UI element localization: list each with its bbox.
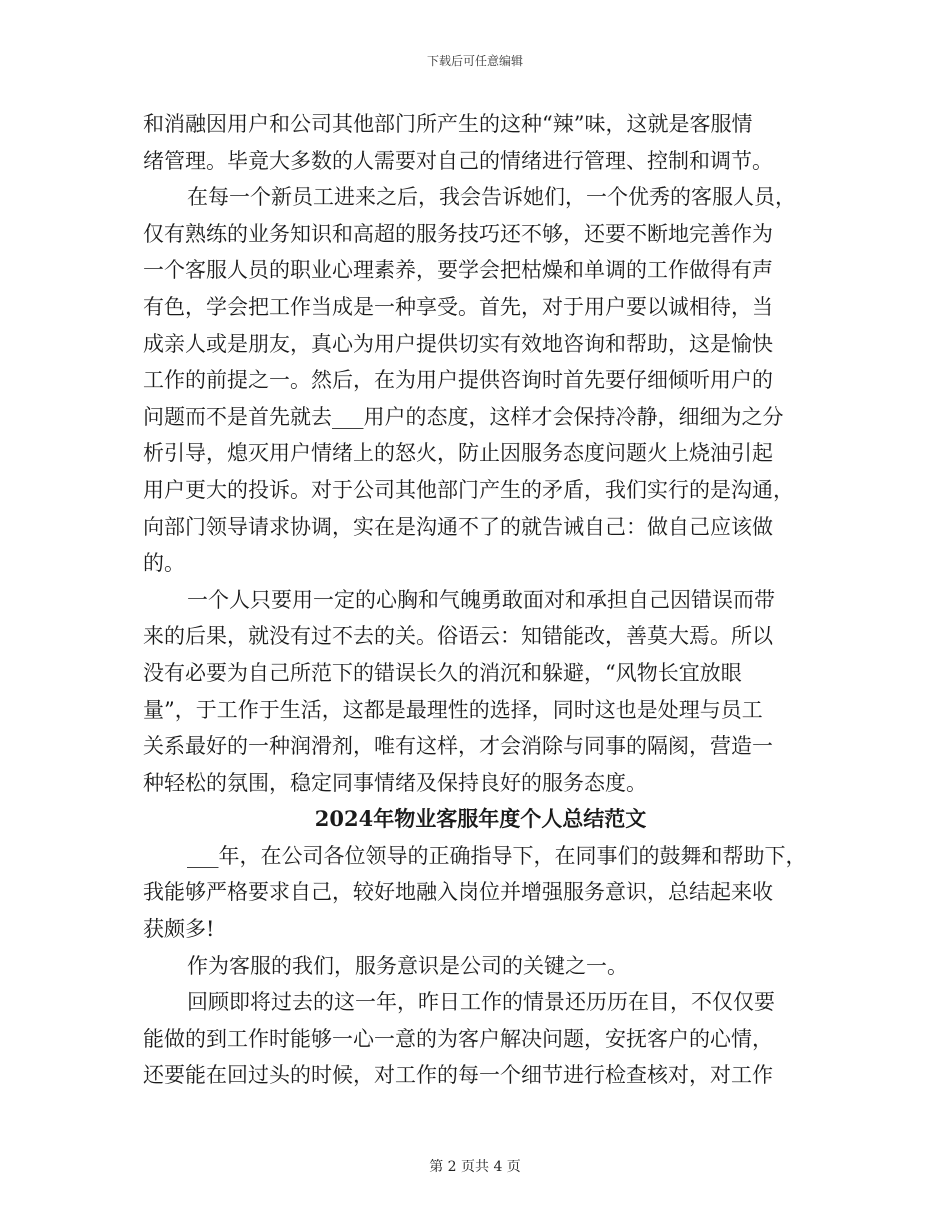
paragraph-start: ___年，在公司各位领导的正确指导下，在同事们的鼓舞和帮助下， [187,843,807,868]
text-line: 析引导，熄灭用户情绪上的怒火，防止因服务态度问题火上烧油引起 [143,441,773,466]
text-line: 能做的到工作时能够一心一意的为客户解决问题，安抚客户的心情， [143,1026,773,1051]
text-line: 种轻松的氛围，稳定同事情绪及保持良好的服务态度。 [143,770,647,795]
text-line: 用户更大的投诉。对于公司其他部门产生的矛盾，我们实行的是沟通， [143,477,794,502]
text-line: 的。 [143,551,185,576]
text-line: 有色，学会把工作当成是一种享受。首先，对于用户要以诚相待，当 [143,294,773,319]
section-title: 2024年物业客服年度个人总结范文 [314,806,647,832]
text-line: 一个客服人员的职业心理素养，要学会把枯燥和单调的工作做得有声 [143,258,773,283]
text-line: 仅有熟练的业务知识和高超的服务技巧还不够，还要不断地完善作为 [143,221,773,246]
paragraph-start: 作为客服的我们，服务意识是公司的关键之一。 [187,953,628,978]
text-line: 来的后果，就没有过不去的关。俗语云：知错能改，善莫大焉。所以 [143,624,773,649]
text-line: 和消融因用户和公司其他部门所产生的这种“辣”味，这就是客服情 [143,112,753,136]
page-header: 下载后可任意编辑 [426,54,523,68]
paragraph-start: 一个人只要用一定的心胸和气魄勇敢面对和承担自己因错误而带 [187,587,775,612]
text-line: 还要能在回过头的时候，对工作的每一个细节进行检查核对，对工作 [143,1063,773,1088]
text-line: 量”，于工作于生活，这都是最理性的选择，同时这也是处理与员工 [143,697,763,722]
text-line: 成亲人或是朋友，真心为用户提供切实有效地咨询和帮助，这是愉快 [143,331,773,356]
text-line: 没有必要为自己所范下的错误长久的消沉和躲避，“风物长宜放眼 [143,660,742,685]
text-line: 绪管理。毕竟大多数的人需要对自己的情绪进行管理、控制和调节。 [143,148,773,173]
text-line: 工作的前提之一。然后，在为用户提供咨询时首先要仔细倾听用户的 [143,368,773,393]
paragraph-start: 在每一个新员工进来之后，我会告诉她们，一个优秀的客服人员， [187,185,796,210]
page-number: 第 2 页共 4 页 [429,1159,521,1175]
text-line: 关系最好的一种润滑剂，唯有这样，才会消除与同事的隔阂，营造一 [143,734,773,759]
paragraph-start: 回顾即将过去的这一年，昨日工作的情景还历历在目，不仅仅要 [187,990,775,1015]
document-body [143,106,818,1094]
text-line: 我能够严格要求自己，较好地融入岗位并增强服务意识，总结起来收 [143,880,773,905]
text-line: 向部门领导请求协调，实在是沟通不了的就告诫自己：做自己应该做 [143,514,773,539]
text-line: 问题而不是首先就去___用户的态度，这样才会保持冷静，细细为之分 [143,404,784,429]
text-line: 获颇多! [143,917,215,942]
